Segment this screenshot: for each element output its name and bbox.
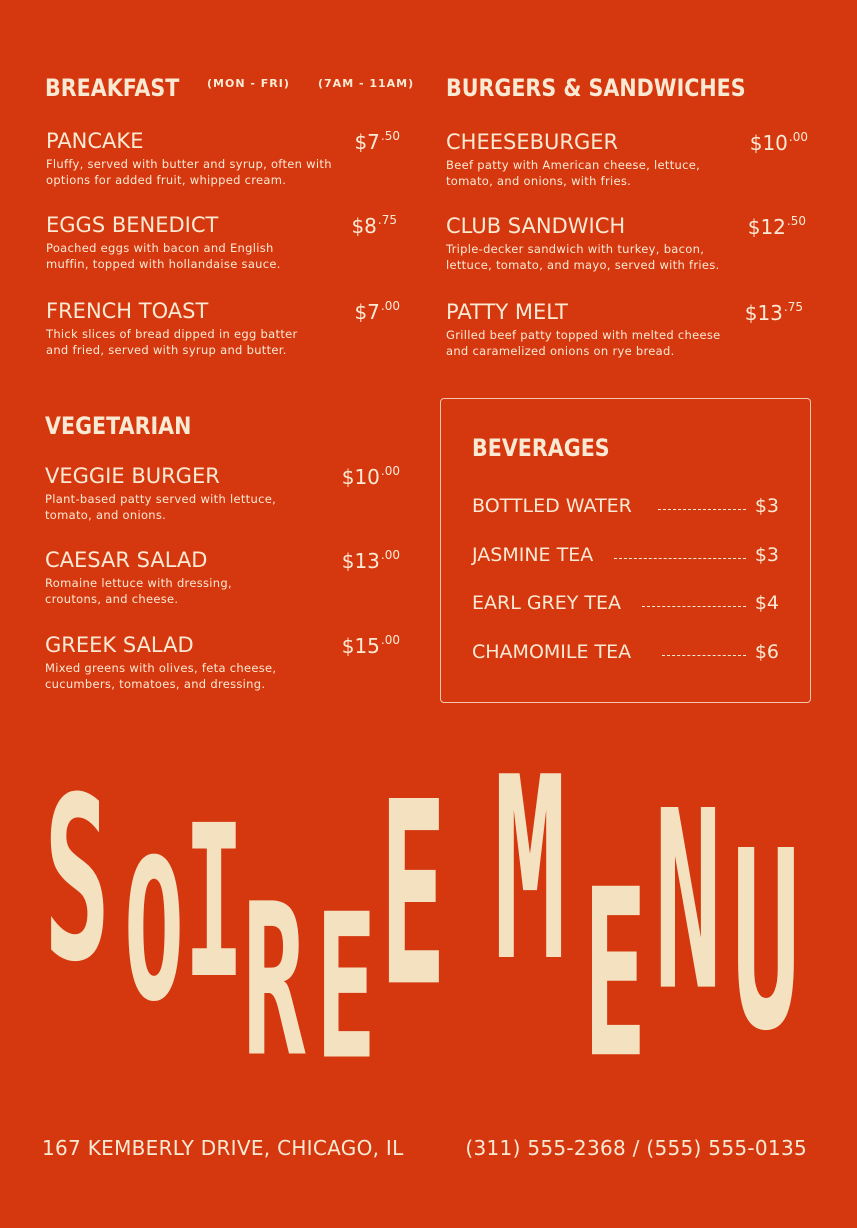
- price-cents: .00: [380, 548, 400, 562]
- price-dollars: $13: [744, 301, 783, 325]
- dot-leader: [658, 509, 746, 510]
- price-cents: .00: [380, 299, 400, 313]
- price-cents: .75: [377, 213, 397, 227]
- item-price: [748, 214, 806, 239]
- menu-item: [45, 548, 402, 607]
- item-name: PATTY MELT: [446, 300, 568, 324]
- item-price: [354, 129, 400, 154]
- menu-item: [446, 130, 808, 189]
- burgers-title: BURGERS & SANDWICHES: [446, 74, 746, 102]
- menu-item: [46, 299, 402, 358]
- beverage-price: $3: [754, 495, 779, 517]
- menu-item: [446, 214, 808, 273]
- item-desc: Poached eggs with bacon and English muffin, topped with hollandaise sauce.: [46, 241, 281, 271]
- menu-item: [446, 300, 808, 359]
- breakfast-title: BREAKFAST: [45, 74, 180, 102]
- price-dollars: $12: [747, 215, 786, 239]
- item-name: VEGGIE BURGER: [45, 464, 220, 488]
- price-dollars: $10: [341, 465, 380, 489]
- item-desc: Mixed greens with olives, feta cheese, cucumbers, tomatoes, and dressing.: [45, 661, 277, 691]
- beverage-name: CHAMOMILE TEA: [472, 641, 632, 663]
- price-cents: .00: [380, 633, 400, 647]
- price-dollars: $13: [341, 549, 380, 573]
- item-name: CLUB SANDWICH: [446, 214, 626, 238]
- item-desc: Beef patty with American cheese, lettuce, tomato, and onions, with fries.: [446, 158, 701, 188]
- price-dollars: $7: [354, 130, 380, 154]
- price-dollars: $7: [354, 300, 380, 324]
- item-desc: Triple-decker sandwich with turkey, bacon, lettuce, tomato, and mayo, served with fries.: [446, 242, 720, 272]
- item-name: GREEK SALAD: [45, 633, 194, 657]
- hero-letter: E: [379, 747, 447, 1043]
- hero-letter: R: [242, 859, 306, 1104]
- breakfast-days: (MON - FRI): [207, 77, 290, 90]
- item-desc: Fluffy, served with butter and syrup, often with options for added fruit, whipped cream.: [46, 157, 332, 187]
- dot-leader: [614, 558, 746, 559]
- menu-item: [46, 129, 402, 188]
- price-cents: .50: [786, 214, 806, 228]
- hero-letter: S: [43, 748, 111, 1012]
- item-desc: Plant-based patty served with lettuce, tomato, and onions.: [45, 492, 277, 522]
- item-desc: Thick slices of bread dipped in egg batter and fried, served with syrup and butter.: [46, 327, 298, 357]
- beverage-row: [472, 495, 779, 521]
- price-dollars: $10: [749, 131, 788, 155]
- hero-letter: N: [654, 760, 722, 1046]
- price-cents: .00: [380, 464, 400, 478]
- item-name: FRENCH TOAST: [46, 299, 209, 323]
- beverage-name: BOTTLED WATER: [472, 495, 632, 517]
- beverage-name: EARL GREY TEA: [472, 592, 622, 614]
- beverage-row: [472, 544, 779, 570]
- beverages-title: BEVERAGES: [472, 434, 610, 462]
- item-name: CHEESEBURGER: [446, 130, 619, 154]
- beverage-name: JASMINE TEA: [472, 544, 594, 566]
- item-name: EGGS BENEDICT: [46, 213, 219, 237]
- item-name: PANCAKE: [46, 129, 144, 153]
- item-price: [342, 464, 400, 489]
- hero-letter: E: [583, 839, 647, 1109]
- hero-letter: E: [315, 869, 377, 1104]
- hero-title: [0, 726, 857, 1109]
- item-desc: Romaine lettuce with dressing, croutons, and cheese.: [45, 576, 232, 606]
- item-price: [342, 548, 400, 573]
- hero-letter: U: [732, 800, 800, 1086]
- beverage-price: $4: [754, 592, 779, 614]
- beverage-price: $6: [754, 641, 779, 663]
- item-price: [745, 300, 803, 325]
- price-dollars: $15: [341, 634, 380, 658]
- menu-item: [45, 464, 402, 523]
- breakfast-time: (7AM - 11AM): [318, 77, 415, 90]
- price-dollars: $8: [351, 214, 377, 238]
- item-price: [750, 130, 808, 155]
- dot-leader: [642, 606, 746, 607]
- footer-address: 167 KEMBERLY DRIVE, CHICAGO, IL: [42, 1136, 404, 1160]
- price-cents: .50: [380, 129, 400, 143]
- vegetarian-title: VEGETARIAN: [45, 412, 192, 440]
- beverage-price: $3: [754, 544, 779, 566]
- hero-letter: M: [493, 726, 567, 1018]
- menu-item: [46, 213, 402, 272]
- hero-letter: O: [123, 816, 185, 1046]
- item-desc: Grilled beef patty topped with melted cheese and caramelized onions on rye bread.: [446, 328, 721, 358]
- hero-letter: I: [183, 778, 245, 1025]
- price-cents: .00: [788, 130, 808, 144]
- item-price: [354, 299, 400, 324]
- price-cents: .75: [783, 300, 803, 314]
- footer-phones: (311) 555-2368 / (555) 555-0135: [465, 1136, 807, 1160]
- item-name: CAESAR SALAD: [45, 548, 208, 572]
- item-price: [351, 213, 397, 238]
